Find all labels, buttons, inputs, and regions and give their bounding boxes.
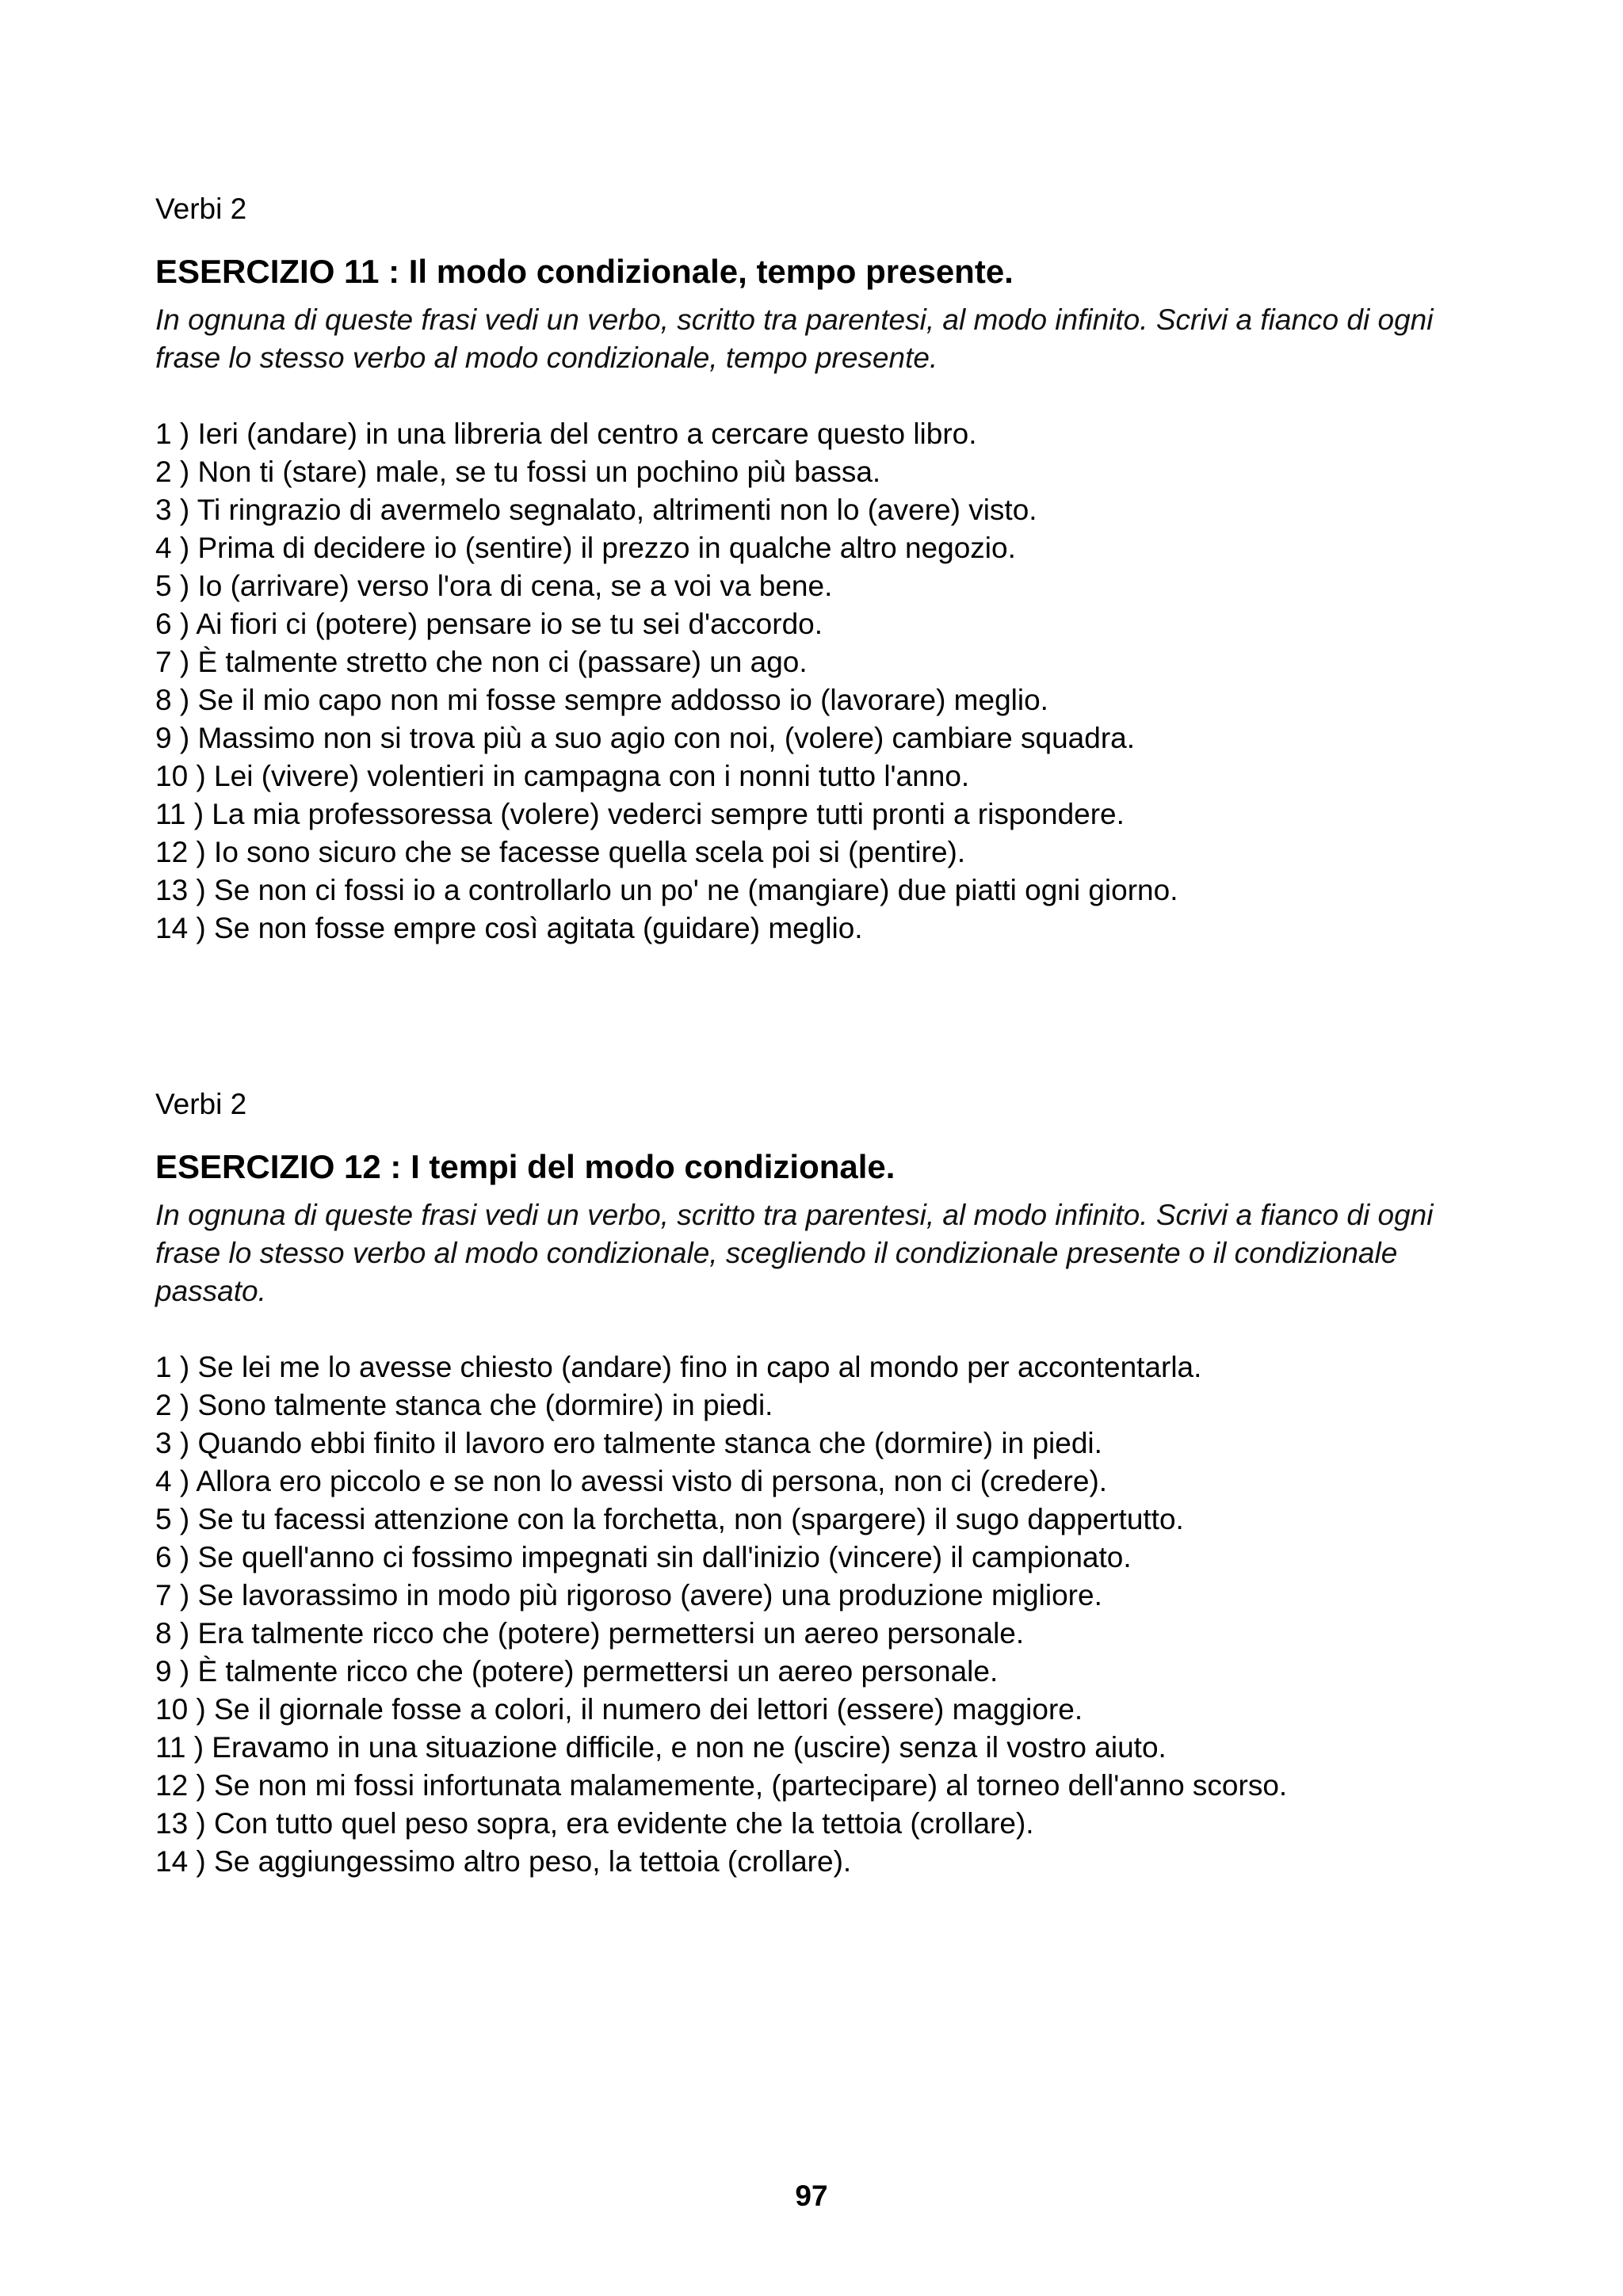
list-item: 9 ) È talmente ricco che (potere) permettersi un aereo personale. [155, 1655, 999, 1688]
list-item: 5 ) Io (arrivare) verso l'ora di cena, se a voi va bene. [155, 570, 833, 602]
list-item: 4 ) Allora ero piccolo e se non lo avessi visto di persona, non ci (credere). [155, 1465, 1108, 1497]
list-item: 12 ) Se non mi fossi infortunata malamemente, (partecipare) al torneo dell'anno scorso. [155, 1769, 1288, 1802]
list-item: 4 ) Prima di decidere io (sentire) il prezzo in qualche altro negozio. [155, 532, 1016, 564]
list-item: 6 ) Se quell'anno ci fossimo impegnati sin dall'inizio (vincere) il campionato. [155, 1541, 1132, 1573]
list-item: 14 ) Se non fosse empre così agitata (guidare) meglio. [155, 912, 863, 944]
section-kicker: Verbi 2 [155, 193, 247, 225]
list-item: 2 ) Sono talmente stanca che (dormire) in piedi. [155, 1389, 773, 1421]
exercise-11-section [155, 190, 1503, 948]
list-item: 7 ) Se lavorassimo in modo più rigoroso (avere) una produzione migliore. [155, 1579, 1102, 1611]
exercise-title: ESERCIZIO 12 : I tempi del modo condizionale. [155, 1148, 896, 1185]
exercise-items-list [155, 1348, 1503, 1881]
list-item: 12 ) Io sono sicuro che se facesse quella scela poi si (pentire). [155, 836, 966, 868]
list-item: 5 ) Se tu facessi attenzione con la forchetta, non (spargere) il sugo dappertutto. [155, 1503, 1184, 1535]
list-item: 2 ) Non ti (stare) male, se tu fossi un pochino più bassa. [155, 456, 881, 488]
list-item: 7 ) È talmente stretto che non ci (passare) un ago. [155, 646, 808, 678]
exercise-instructions: In ognuna di queste frasi vedi un verbo, scritto tra parentesi, al modo infinito. Scrivi a fianco di ogni frase lo stesso verbo al modo condizionale, scegliendo il condizionale presente o il condizionale passato. [155, 1199, 1434, 1307]
list-item: 1 ) Ieri (andare) in una libreria del centro a cercare questo libro. [155, 418, 977, 450]
list-item: 13 ) Con tutto quel peso sopra, era evidente che la tettoia (crollare). [155, 1807, 1034, 1840]
list-item: 1 ) Se lei me lo avesse chiesto (andare) fino in capo al mondo per accontentarla. [155, 1351, 1202, 1383]
list-item: 3 ) Quando ebbi finito il lavoro ero talmente stanca che (dormire) in piedi. [155, 1427, 1102, 1459]
list-item: 13 ) Se non ci fossi io a controllarlo un po' ne (mangiare) due piatti ogni giorno. [155, 874, 1178, 906]
exercise-title: ESERCIZIO 11 : Il modo condizionale, tempo presente. [155, 253, 1014, 290]
list-item: 8 ) Se il mio capo non mi fosse sempre addosso io (lavorare) meglio. [155, 684, 1048, 716]
exercise-items-list [155, 415, 1503, 948]
list-item: 9 ) Massimo non si trova più a suo agio con noi, (volere) cambiare squadra. [155, 722, 1135, 754]
section-kicker: Verbi 2 [155, 1088, 247, 1120]
page-number: 97 [795, 2180, 828, 2212]
list-item: 11 ) La mia professoressa (volere) vederci sempre tutti pronti a rispondere. [155, 798, 1125, 830]
list-item: 10 ) Se il giornale fosse a colori, il numero dei lettori (essere) maggiore. [155, 1693, 1083, 1726]
list-item: 3 ) Ti ringrazio di avermelo segnalato, altrimenti non lo (avere) visto. [155, 494, 1037, 526]
list-item: 11 ) Eravamo in una situazione difficile, e non ne (uscire) senza il vostro aiuto. [155, 1731, 1167, 1764]
list-item: 14 ) Se aggiungessimo altro peso, la tettoia (crollare). [155, 1845, 852, 1878]
exercise-12-section [155, 1085, 1503, 1881]
list-item: 10 ) Lei (vivere) volentieri in campagna con i nonni tutto l'anno. [155, 760, 970, 792]
exercise-instructions: In ognuna di queste frasi vedi un verbo, scritto tra parentesi, al modo infinito. Scrivi a fianco di ogni frase lo stesso verbo al modo condizionale, tempo presente. [155, 303, 1434, 374]
list-item: 6 ) Ai fiori ci (potere) pensare io se tu sei d'accordo. [155, 608, 823, 640]
list-item: 8 ) Era talmente ricco che (potere) permettersi un aereo personale. [155, 1617, 1025, 1650]
